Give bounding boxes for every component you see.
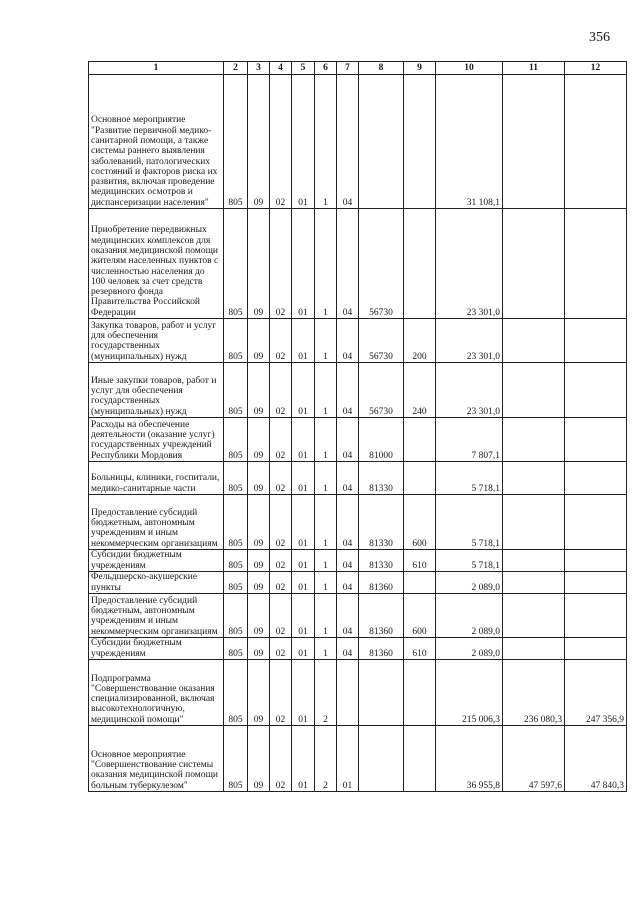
table-cell: 805 xyxy=(224,418,248,462)
table-cell: 805 xyxy=(224,319,248,363)
table-cell: 81000 xyxy=(359,418,404,462)
table-cell: 81330 xyxy=(359,550,404,572)
column-header: 12 xyxy=(565,62,627,75)
table-row xyxy=(89,660,627,726)
table-cell xyxy=(565,363,627,418)
table-cell xyxy=(503,572,565,594)
table-cell: 09 xyxy=(248,550,270,572)
table-row xyxy=(89,418,627,462)
table-cell: 02 xyxy=(270,594,292,638)
table-cell: 805 xyxy=(224,550,248,572)
table-cell: 1 xyxy=(315,572,337,594)
table-cell: 81360 xyxy=(359,572,404,594)
table-cell: 01 xyxy=(292,75,315,209)
table-cell: 5 718,1 xyxy=(436,495,503,550)
row-name-cell: Основное мероприятие "Развитие первичной медико-санитарной помощи, а также системы раннего выявления заболеваний, патологических состояний и факторов риска их развития, включая проведение медицинских осмотров и диспансеризации населения" xyxy=(89,75,224,209)
table-cell xyxy=(565,319,627,363)
table-cell: 01 xyxy=(292,726,315,792)
table-cell: 09 xyxy=(248,75,270,209)
table-cell: 56730 xyxy=(359,319,404,363)
column-header: 6 xyxy=(315,62,337,75)
table-cell xyxy=(565,638,627,660)
table-cell: 01 xyxy=(292,572,315,594)
table-cell: 09 xyxy=(248,594,270,638)
table-cell xyxy=(565,209,627,319)
table-cell: 236 080,3 xyxy=(503,660,565,726)
row-name-cell: Основное мероприятие "Совершенствование системы оказания медицинской помощи больным туберкулезом" xyxy=(89,726,224,792)
table-cell: 805 xyxy=(224,726,248,792)
table-cell: 02 xyxy=(270,638,292,660)
table-cell: 01 xyxy=(292,660,315,726)
table-cell: 04 xyxy=(337,550,359,572)
table-cell: 1 xyxy=(315,550,337,572)
table-cell: 610 xyxy=(404,550,436,572)
table-row xyxy=(89,726,627,792)
table-cell: 805 xyxy=(224,495,248,550)
table-cell: 01 xyxy=(292,495,315,550)
table-cell: 805 xyxy=(224,209,248,319)
table-cell: 1 xyxy=(315,594,337,638)
table-row xyxy=(89,550,627,572)
table-cell: 04 xyxy=(337,75,359,209)
table-cell: 09 xyxy=(248,462,270,495)
column-header: 2 xyxy=(224,62,248,75)
table-cell: 04 xyxy=(337,462,359,495)
table-cell xyxy=(503,75,565,209)
table-cell: 04 xyxy=(337,495,359,550)
table-cell: 01 xyxy=(292,550,315,572)
row-name-cell: Субсидии бюджетным учреждениям xyxy=(89,638,224,660)
table-cell: 09 xyxy=(248,209,270,319)
row-name-cell: Расходы на обеспечение деятельности (оказание услуг) государственных учреждений Республики Мордовия xyxy=(89,418,224,462)
table-cell: 09 xyxy=(248,319,270,363)
budget-table xyxy=(88,61,627,792)
table-cell xyxy=(503,418,565,462)
row-name-cell: Фельдшерско-акушерские пункты xyxy=(89,572,224,594)
table-row xyxy=(89,209,627,319)
table-cell xyxy=(565,550,627,572)
table-cell: 247 356,9 xyxy=(565,660,627,726)
table-cell xyxy=(503,209,565,319)
table-cell: 805 xyxy=(224,638,248,660)
table-cell: 09 xyxy=(248,495,270,550)
table-cell: 23 301,0 xyxy=(436,319,503,363)
table-cell xyxy=(337,660,359,726)
table-cell xyxy=(503,638,565,660)
table-cell: 04 xyxy=(337,572,359,594)
table-cell: 600 xyxy=(404,594,436,638)
table-cell: 1 xyxy=(315,209,337,319)
table-cell: 2 089,0 xyxy=(436,638,503,660)
table-row xyxy=(89,495,627,550)
table-cell: 09 xyxy=(248,660,270,726)
table-cell: 1 xyxy=(315,363,337,418)
table-cell: 04 xyxy=(337,638,359,660)
table-cell: 1 xyxy=(315,319,337,363)
table-cell: 02 xyxy=(270,462,292,495)
table-cell: 02 xyxy=(270,319,292,363)
table-cell: 610 xyxy=(404,638,436,660)
table-cell xyxy=(565,418,627,462)
table-cell xyxy=(503,462,565,495)
table-cell: 1 xyxy=(315,462,337,495)
table-cell: 09 xyxy=(248,726,270,792)
table-cell xyxy=(565,462,627,495)
column-header: 8 xyxy=(359,62,404,75)
row-name-cell: Предоставление субсидий бюджетным, автономным учреждениям и иным некоммерческим организациям xyxy=(89,594,224,638)
column-header: 10 xyxy=(436,62,503,75)
row-name-cell: Приобретение передвижных медицинских комплексов для оказания медицинской помощи жителям населенных пунктов с численностью населения до 100 человек за счет средств резервного фонда Правительства Российской Федерации xyxy=(89,209,224,319)
table-body xyxy=(89,75,627,792)
column-header: 3 xyxy=(248,62,270,75)
table-cell xyxy=(565,75,627,209)
column-header: 7 xyxy=(337,62,359,75)
table-cell xyxy=(503,319,565,363)
table-row xyxy=(89,594,627,638)
table-cell: 04 xyxy=(337,594,359,638)
row-name-cell: Предоставление субсидий бюджетным, автономным учреждениям и иным некоммерческим организациям xyxy=(89,495,224,550)
row-name-cell: Иные закупки товаров, работ и услуг для обеспечения государственных (муниципальных) нужд xyxy=(89,363,224,418)
table-cell: 7 807,1 xyxy=(436,418,503,462)
column-header: 4 xyxy=(270,62,292,75)
table-cell: 04 xyxy=(337,418,359,462)
table-cell: 47 597,6 xyxy=(503,726,565,792)
table-cell: 81330 xyxy=(359,495,404,550)
table-cell: 5 718,1 xyxy=(436,550,503,572)
table-cell: 1 xyxy=(315,495,337,550)
table-cell: 01 xyxy=(292,209,315,319)
table-cell: 01 xyxy=(292,462,315,495)
table-cell: 02 xyxy=(270,495,292,550)
page-number: 356 xyxy=(589,30,610,45)
table-cell: 09 xyxy=(248,363,270,418)
table-cell: 02 xyxy=(270,75,292,209)
table-cell: 2 089,0 xyxy=(436,572,503,594)
table-cell: 240 xyxy=(404,363,436,418)
table-cell xyxy=(503,495,565,550)
table-cell xyxy=(359,75,404,209)
table-cell: 805 xyxy=(224,75,248,209)
table-cell xyxy=(404,209,436,319)
table-cell: 56730 xyxy=(359,209,404,319)
column-header: 5 xyxy=(292,62,315,75)
row-name-cell: Субсидии бюджетным учреждениям xyxy=(89,550,224,572)
table-cell: 5 718,1 xyxy=(436,462,503,495)
table-cell: 215 006,3 xyxy=(436,660,503,726)
table-cell xyxy=(503,550,565,572)
table-cell: 09 xyxy=(248,638,270,660)
table-cell: 02 xyxy=(270,418,292,462)
table-cell: 01 xyxy=(292,594,315,638)
table-cell: 02 xyxy=(270,550,292,572)
column-header: 9 xyxy=(404,62,436,75)
table-header-row xyxy=(89,62,627,75)
table-cell xyxy=(404,660,436,726)
table-cell: 09 xyxy=(248,572,270,594)
table-cell: 81330 xyxy=(359,462,404,495)
table-row xyxy=(89,638,627,660)
column-header: 1 xyxy=(89,62,224,75)
row-name-cell: Больницы, клиники, госпитали, медико-санитарные части xyxy=(89,462,224,495)
table-cell: 01 xyxy=(337,726,359,792)
table-cell: 09 xyxy=(248,418,270,462)
table-cell: 04 xyxy=(337,363,359,418)
table-cell: 600 xyxy=(404,495,436,550)
table-cell xyxy=(404,462,436,495)
table-cell: 1 xyxy=(315,418,337,462)
table-cell: 02 xyxy=(270,209,292,319)
table-cell xyxy=(565,594,627,638)
table-cell: 02 xyxy=(270,363,292,418)
table-cell: 2 xyxy=(315,726,337,792)
table-cell xyxy=(404,572,436,594)
table-row xyxy=(89,462,627,495)
table-cell: 01 xyxy=(292,363,315,418)
table-cell: 1 xyxy=(315,638,337,660)
table-cell: 01 xyxy=(292,319,315,363)
table-row xyxy=(89,75,627,209)
table-row xyxy=(89,572,627,594)
row-name-cell: Подпрограмма "Совершенствование оказания специализированной, включая высокотехнологичную, медицинской помощи" xyxy=(89,660,224,726)
table-cell: 01 xyxy=(292,638,315,660)
table-cell: 23 301,0 xyxy=(436,209,503,319)
row-name-cell: Закупка товаров, работ и услуг для обеспечения государственных (муниципальных) нужд xyxy=(89,319,224,363)
table-cell: 805 xyxy=(224,594,248,638)
table-cell: 81360 xyxy=(359,638,404,660)
table-row xyxy=(89,319,627,363)
table-cell: 02 xyxy=(270,660,292,726)
table-cell: 02 xyxy=(270,572,292,594)
table-cell xyxy=(404,75,436,209)
table-cell xyxy=(359,726,404,792)
table-cell: 36 955,8 xyxy=(436,726,503,792)
table-cell xyxy=(404,418,436,462)
table-cell: 04 xyxy=(337,319,359,363)
table-cell: 01 xyxy=(292,418,315,462)
table-cell: 805 xyxy=(224,462,248,495)
table-cell: 805 xyxy=(224,660,248,726)
table-cell: 1 xyxy=(315,75,337,209)
table-cell xyxy=(565,572,627,594)
table-row xyxy=(89,363,627,418)
table-cell xyxy=(359,660,404,726)
table-cell: 2 089,0 xyxy=(436,594,503,638)
table-cell: 805 xyxy=(224,572,248,594)
table-cell: 200 xyxy=(404,319,436,363)
table-cell: 23 301,0 xyxy=(436,363,503,418)
table-cell xyxy=(503,594,565,638)
table-cell: 2 xyxy=(315,660,337,726)
table-cell xyxy=(404,726,436,792)
table-cell: 47 840,3 xyxy=(565,726,627,792)
table-cell: 04 xyxy=(337,209,359,319)
table-cell xyxy=(565,495,627,550)
table-cell: 81360 xyxy=(359,594,404,638)
table-cell: 02 xyxy=(270,726,292,792)
table-cell: 805 xyxy=(224,363,248,418)
column-header: 11 xyxy=(503,62,565,75)
table-cell xyxy=(503,363,565,418)
table-cell: 56730 xyxy=(359,363,404,418)
table-cell: 31 108,1 xyxy=(436,75,503,209)
